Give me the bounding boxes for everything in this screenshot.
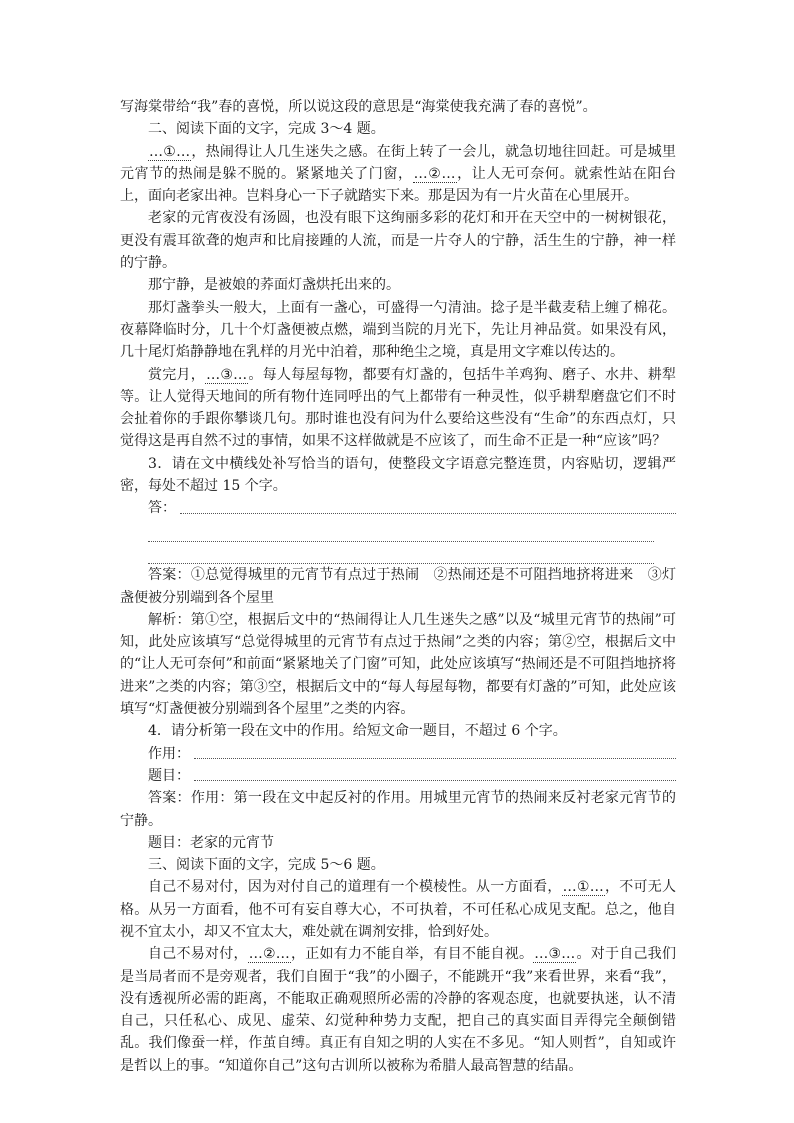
passage-paragraph-5: 赏完月，…③…。每人每屋每物，都要有灯盏的，包括牛羊鸡狗、磨子、水井、耕犁等。让人觉得天地间的所有物什连同呼出的气上都带有一种灵性，似乎耕犁磨盘它们不时会扯着你的手跟你攀谈几句。那时谁也没有问为什么要给这些没有“生命”的东西点灯，只觉得这是再自然不过的事情，如果不这样做就是不应该了，而生命不正是一种“应该”吗？ [120,366,677,450]
passage-paragraph-2: 老家的元宵夜没有汤圆，也没有眼下这绚丽多彩的花灯和开在天空中的一树树银花，更没有震耳欲聋的炮声和比肩接踵的人流，而是一片夺人的宁静，活生生的宁静，神一样的宁静。 [120,210,676,272]
explanation-3: 解析：第①空，根据后文中的“热闹得让人几生迷失之感”以及“城里元宵节的热闹”可知，此处应该填写“总觉得城里的元宵节有点过于热闹”之类的内容；第②空，根据后文中的“让人无可奈何”和前面“紧紧地关了门窗”可知，此处应该填写“热闹还是不可阻挡地挤将进来”之类的内容；第③空，根据后文中的“每人每屋每物，都要有灯盏的”可知，此处应该填写“灯盏便被分别端到各个屋里”之类的内容。 [120,611,676,718]
function-blank-line[interactable] [194,746,676,759]
blank-p2-3: …③… [534,946,576,963]
answer-4-title: 题目：老家的元宵节 [148,834,274,851]
title-label: 题目： [148,767,190,784]
intro-line: 写海棠带给“我”春的喜悦，所以说这段的意思是“海棠使我充满了春的喜悦”。 [120,99,597,115]
blank-1: …①… [149,143,191,160]
passage-paragraph-3: 那宁静，是被娘的荞面灯盏烘托出来的。 [148,277,400,294]
answer-line-2 [148,520,676,542]
passage-2-paragraph-2: 自己不易对付，…②…，正如有力不能自举，有目不能自视。…③…。对于自己我们是当局者而不是旁观者，我们自囿于“我”的小圈子，不能跳开“我”来看世界，来看“我”，没有透视所必需的距离，不能取正确观照所必需的冷静的客观态度，也就要执迷，认不清自己，只任私心、成见、虚荣、幻觉种种势力支配，把自己的真实面目弄得完全颠倒错乱。我们像蚕一样，作茧自缚。真正有自知之明的人实在不多见。“知人则哲”，自知或许是哲以上的事。“知道你自己”这句古训所以被称为希腊人最高智慧的结晶。 [120,946,676,1074]
function-label: 作用： [148,745,190,762]
blank-2: …②… [413,165,456,182]
answer-line-3 [148,542,676,564]
passage-paragraph-4: 那灯盏拳头一般大，上面有一盏心，可盛得一勺清油。捻子是半截麦秸上缠了棉花。夜幕降临时分，几十个灯盏便被点燃，端到当院的月光下，先让月神品赏。如果没有风，几十尾灯焰静静地在乳样的月光中泊着，那种绝尘之境，真是用文字难以传达的。 [120,299,676,361]
answer-3: 答案：①总觉得城里的元宵节有点过于热闹 ②热闹还是不可阻挡地挤将进来 ③灯盏便被分别端到各个屋里 [120,567,676,606]
answer-blank-line[interactable] [180,501,676,514]
answer-line-1 [120,497,676,519]
blank-p2-1: …①… [562,879,604,896]
section-2-title: 二、阅读下面的文字，完成 3～4 题。 [148,121,385,138]
title-answer-line [120,765,676,787]
document-page [120,96,676,1077]
section-3-title: 三、阅读下面的文字，完成 5～6 题。 [148,857,385,874]
function-answer-line [120,743,676,765]
answer-4: 答案：作用：第一段在文中起反衬的作用。用城里元宵节的热闹来反衬老家元宵节的宁静。 [120,790,676,829]
passage-2-paragraph-1: 自己不易对付，因为对付自己的道理有一个模棱性。从一方面看，…①…，不可无人格。从另一方面看，他不可有妄自尊大心，不可执着，不可任私心成见支配。总之，他自视不宜太小，却又不宜太大，难处就在调剂安排，恰到好处。 [120,879,676,940]
answer-label: 答： [148,500,176,517]
answer-blank-line[interactable] [148,563,654,564]
passage-paragraph-1: …①…，热闹得让人几生迷失之感。在街上转了一会儿，就急切地往回赶。可是城里元宵节的热闹是躲不脱的。紧紧地关了门窗，…②…，让人无可奈何。就索性站在阳台上，面向老家出神。岂料身心一下子就踏实下来。那是因为有一片火苗在心里展开。 [120,143,677,205]
blank-p2-2: …②… [248,946,290,963]
question-4: 4．请分析第一段在文中的作用。给短文命一题目，不超过 6 个字。 [148,723,567,740]
blank-3: …③… [206,366,248,383]
question-3: 3．请在文中横线处补写恰当的语句，使整段文字语意完整连贯，内容贴切，逻辑严密，每处不超过 15 个字。 [120,455,676,495]
title-blank-line[interactable] [194,768,676,781]
